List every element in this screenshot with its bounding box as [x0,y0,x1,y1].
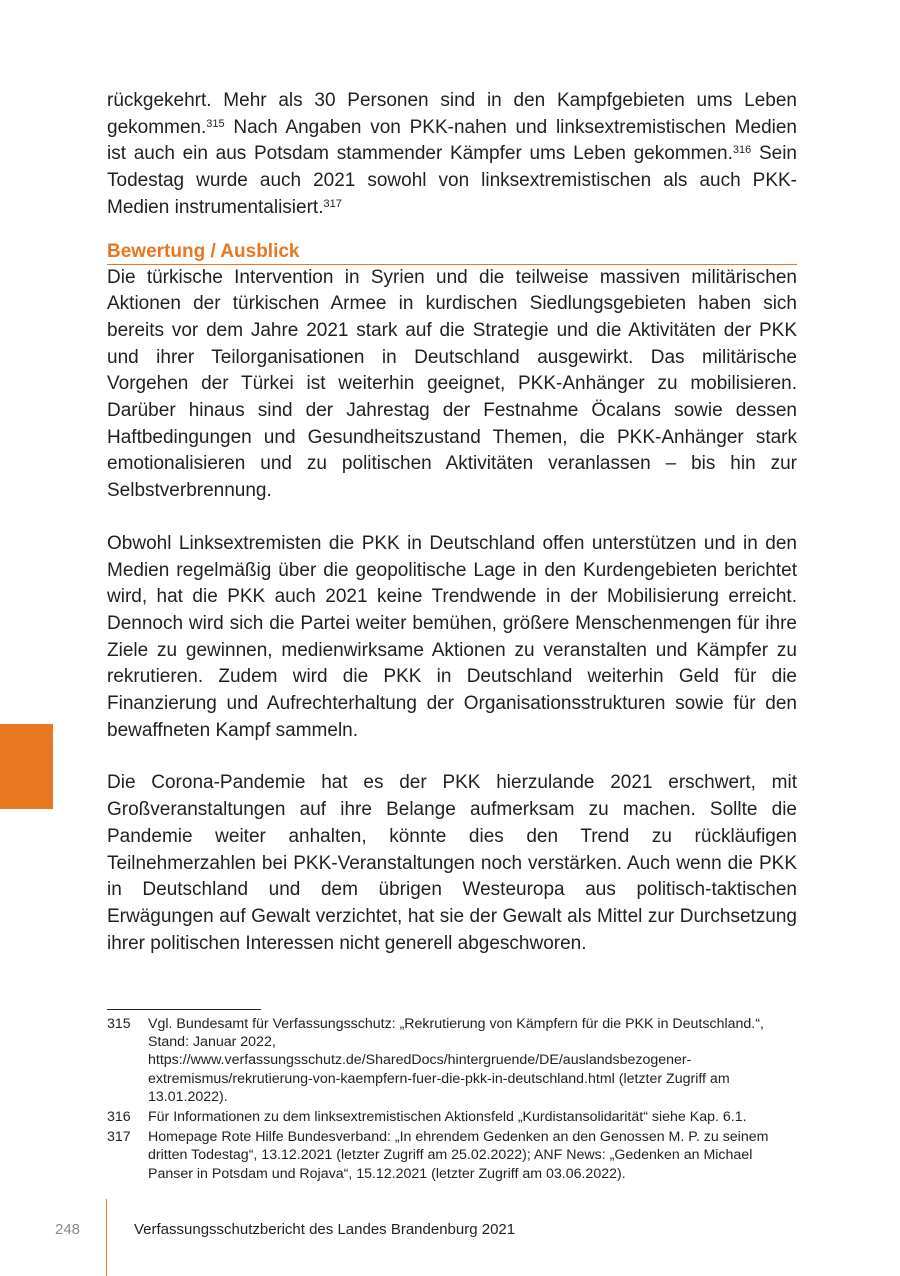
footnote-text: Vgl. Bundesamt für Verfassungsschutz: „Rekrutierung von Kämpfern für die PKK in Deutschland.“, Stand: Januar 2022, https://www.verfassungsschutz.de/SharedDocs/hintergruende/DE/auslandsbezogener-extremismus/rekrutierung-von-kaempfern-fuer-die-pkk-in-deutschland.html (letzter Zugriff am 13.01.2022). [148,1016,764,1105]
body-paragraph-2: Obwohl Linksextremisten die PKK in Deutschland offen unterstützen und in den Medien regelmäßig über die geopolitische Lage in den Kurdengebieten berichtet wird, hat die PKK auch 2021 keine Trendwende in der Mobilisierung erreicht. Dennoch wird sich die Partei weiter bemühen, größere Menschenmengen für ihre Ziele zu gewinnen, medienwirksame Aktionen zu veranstalten und Kämpfer zu rekrutieren. Zudem wird die PKK in Deutschland weiterhin Geld für die Finanzierung und Aufrechterhaltung der Organisationsstrukturen sowie für den bewaffneten Kampf sammeln. [107,532,797,741]
intro-text-1: rückgekehrt. Mehr als 30 Personen sind in den Kampfgebieten ums Leben gekommen. [107,90,797,138]
footnote-separator [107,1009,261,1010]
body-paragraph-3: Die Corona-Pandemie hat es der PKK hierzulande 2021 erschwert, mit Großveranstaltungen auf ihre Belange aufmerksam zu machen. Sollte die Pandemie weiter anhalten, könnte dies den Trend zu rückläufigen Teilnehmerzahlen bei PKK-Veranstaltungen noch verstärken. Auch wenn die PKK in Deutschland und dem übrigen Westeuropa aus politisch-taktischen Erwägungen auf Gewalt verzichtet, hat sie der Gewalt als Mittel zur Durchsetzung ihrer politischen Interessen nicht generell abgeschworen. [107,772,797,954]
footnote-number: 316 [107,1109,131,1126]
intro-text-3: Sein Todestag wurde auch 2021 sowohl von linksextremistischen als auch PKK-Medien instrumentalisiert. [107,143,797,218]
footnote-316 [107,1108,797,1126]
footnote-ref-315[interactable]: 315 [206,117,225,130]
footer-title: Verfassungsschutzbericht des Landes Brandenburg 2021 [134,1221,516,1238]
footnote-number: 315 [107,1016,131,1032]
footnote-text: Für Informationen zu dem linksextremistischen Aktionsfeld „Kurdistansolidarität“ siehe Kap. 6.1. [148,1109,747,1126]
footnote-317 [107,1128,797,1183]
footnotes [107,1015,797,1185]
intro-text-2: Nach Angaben von PKK-nahen und linksextremistischen Medien ist auch ein aus Potsdam stammender Kämpfer ums Leben gekommen. [107,116,797,165]
footnote-315 [107,1015,797,1106]
chapter-marker-tab [0,724,53,809]
intro-paragraph [107,88,797,222]
footnote-ref-316[interactable]: 316 [732,144,752,157]
body-paragraph-1: Die türkische Intervention in Syrien und die teilweise massiven militärischen Aktionen der türkischen Armee in kurdischen Siedlungsgebieten haben sich bereits vor dem Jahre 2021 stark auf die Strategie und die Aktivitäten der PKK und ihrer Teilorganisationen in Deutschland ausgewirkt. Das militärische Vorgehen der Türkei ist weiterhin geeignet, PKK-Anhänger zu mobilisieren. Darüber hinaus sind der Jahrestag der Festnahme Öcalans sowie dessen Haftbedingungen und Gesundheitszustand Themen, die PKK-Anhänger stark emotionalisieren und zu politischen Aktivitäten veranlassen – bis hin zur Selbstverbrennung. [107,266,797,502]
page-number: 248 [55,1221,81,1238]
footnote-number: 317 [107,1129,131,1146]
main-content [107,88,797,957]
section-heading: Bewertung / Ausblick [107,240,797,265]
footnote-text: Homepage Rote Hilfe Bundesverband: „In ehrendem Gedenken an den Genossen M. P. zu seinem dritten Todestag“, 13.12.2021 (letzter Zugriff am 25.02.2022); ANF News: „Gedenken an Michael Panser in Potsdam und Rojava“, 15.12.2021 (letzter Zugriff am 03.06.2022). [148,1129,769,1182]
footer-divider [106,1199,107,1276]
footnote-ref-317[interactable]: 317 [323,197,342,210]
